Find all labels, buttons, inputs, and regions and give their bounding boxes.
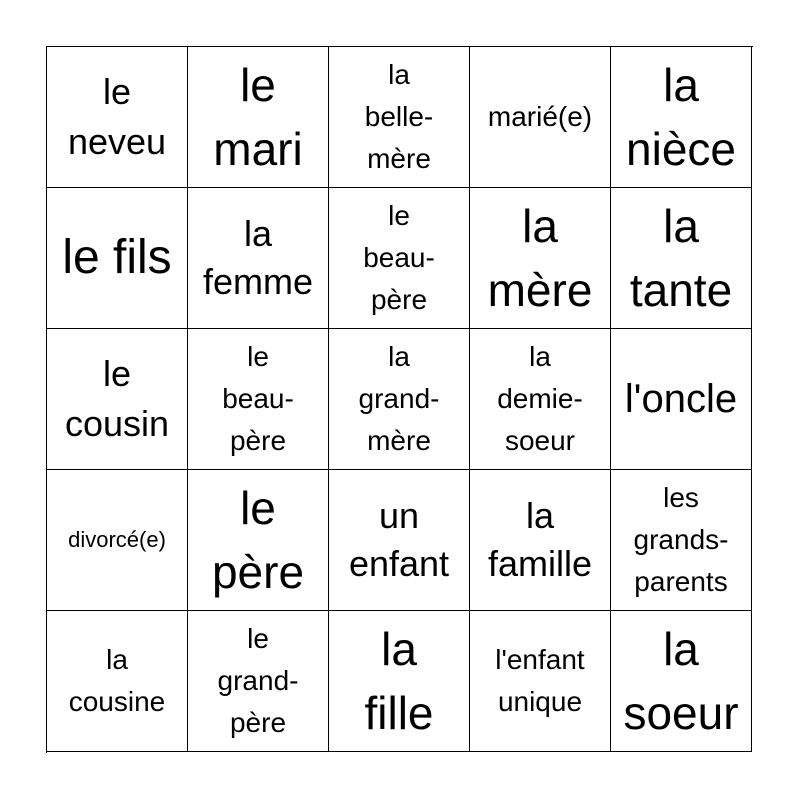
bingo-cell-r5c5[interactable] [611, 611, 752, 752]
cell-label: le mari [213, 59, 303, 175]
bingo-cell-r3c2[interactable] [188, 329, 329, 470]
cell-label: la grand- mère [358, 341, 440, 456]
cell-label: la belle- mère [364, 59, 434, 174]
cell-label: les grands- parents [633, 482, 729, 597]
cell-label: la mère [487, 200, 593, 316]
cell-label: la demie- soeur [497, 341, 583, 456]
bingo-board [46, 46, 753, 753]
bingo-cell-r3c3[interactable] [329, 329, 470, 470]
cell-label: la cousine [68, 644, 166, 717]
bingo-cell-r1c3[interactable] [329, 47, 470, 188]
cell-label: la famille [487, 495, 593, 584]
cell-label: le fils [62, 231, 172, 284]
cell-label: un enfant [348, 495, 450, 584]
bingo-cell-r2c5[interactable] [611, 188, 752, 329]
cell-label: divorcé(e) [68, 527, 166, 552]
bingo-cell-r1c2[interactable] [188, 47, 329, 188]
cell-label: le neveu [67, 71, 167, 162]
bingo-cell-r5c3[interactable] [329, 611, 470, 752]
cell-label: la tante [629, 200, 733, 316]
bingo-cell-r4c2[interactable] [188, 470, 329, 611]
cell-label: le grand- père [217, 623, 299, 738]
cell-label: le beau- père [222, 341, 294, 456]
cell-label: marié(e) [487, 101, 593, 132]
bingo-cell-r1c4[interactable] [470, 47, 611, 188]
cell-label: l'oncle [624, 377, 738, 421]
bingo-cell-r3c4[interactable] [470, 329, 611, 470]
cell-label: le père [211, 482, 305, 598]
bingo-cell-r2c1[interactable] [47, 188, 188, 329]
cell-label: le cousin [64, 353, 170, 444]
bingo-cell-r4c4[interactable] [470, 470, 611, 611]
bingo-cell-r3c5[interactable] [611, 329, 752, 470]
bingo-cell-r4c5[interactable] [611, 470, 752, 611]
cell-label: la femme [202, 213, 314, 302]
bingo-cell-r2c2[interactable] [188, 188, 329, 329]
bingo-cell-r3c1[interactable] [47, 329, 188, 470]
cell-label: la soeur [623, 623, 739, 739]
cell-label: l'enfant unique [495, 644, 585, 717]
bingo-cell-r5c2[interactable] [188, 611, 329, 752]
bingo-cell-r4c1[interactable] [47, 470, 188, 611]
bingo-cell-r2c4[interactable] [470, 188, 611, 329]
cell-label: la fille [364, 623, 434, 739]
bingo-cell-r4c3[interactable] [329, 470, 470, 611]
bingo-cell-r1c1[interactable] [47, 47, 188, 188]
bingo-cell-r5c4[interactable] [470, 611, 611, 752]
bingo-cell-r1c5[interactable] [611, 47, 752, 188]
cell-label: la nièce [626, 59, 736, 175]
cell-label: le beau- père [363, 200, 435, 315]
bingo-cell-r2c3[interactable] [329, 188, 470, 329]
bingo-cell-r5c1[interactable] [47, 611, 188, 752]
